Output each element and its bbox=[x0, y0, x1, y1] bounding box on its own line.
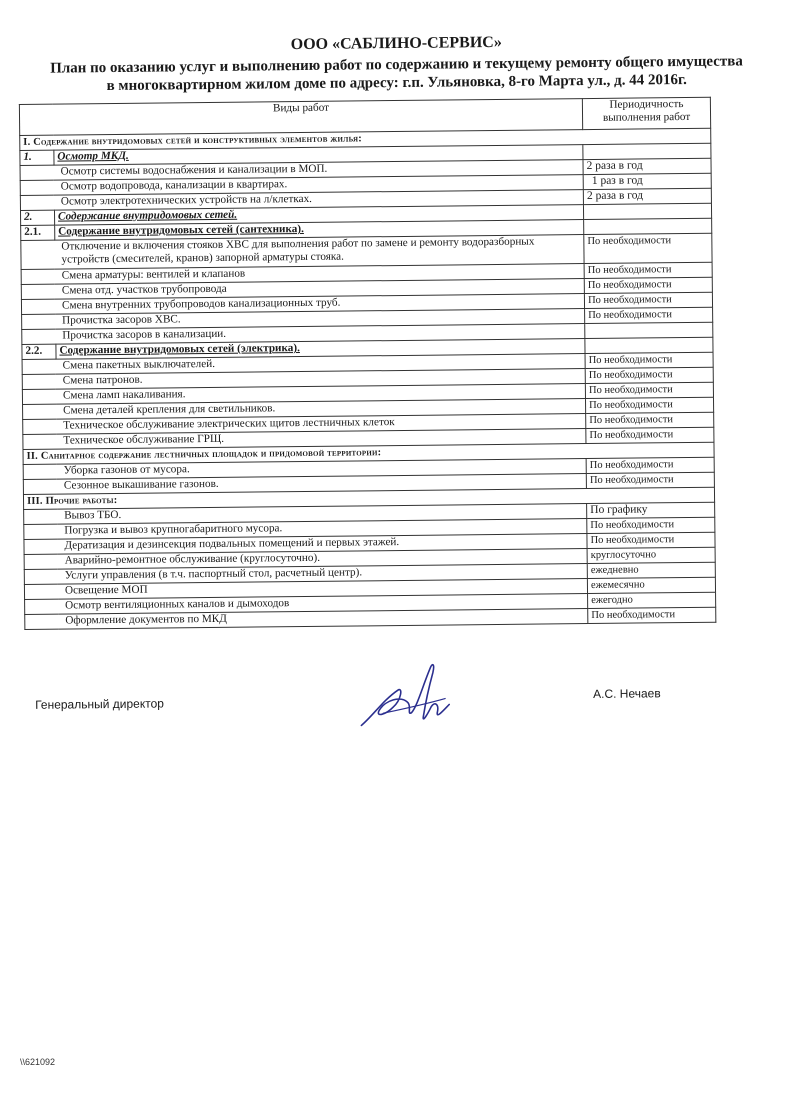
work-frequency: По необходимости bbox=[587, 517, 715, 533]
work-item: Уборка газонов от мусора. bbox=[23, 459, 586, 480]
work-frequency: ежегодно bbox=[588, 592, 716, 608]
company-name: ООО «САБЛИНО-СЕРВИС» bbox=[290, 33, 502, 54]
work-frequency: По необходимости bbox=[587, 532, 715, 548]
work-item: Отключение и включения стояков ХВС для выполнения работ по замене и ремонту водоразборных устройств (смесителей, кранов) запорной арматуры стояка. bbox=[21, 235, 584, 270]
work-item: Смена патронов. bbox=[22, 369, 585, 390]
subsection-title: Содержание внутридомовых сетей. bbox=[54, 205, 583, 226]
subsection-title: Содержание внутридомовых сетей (электрика). bbox=[56, 339, 585, 360]
subsection-number: 2.2. bbox=[22, 344, 56, 359]
section-title-3: III. Прочие работы: bbox=[23, 487, 714, 509]
work-item: Осмотр вентиляционных каналов и дымоходов bbox=[25, 594, 588, 615]
work-item: Осмотр водопровода, канализации в квартирах. bbox=[20, 175, 583, 196]
work-item: Прочистка засоров в канализации. bbox=[22, 324, 585, 345]
work-item: Погрузка и вывоз крупногабаритного мусора. bbox=[24, 519, 587, 540]
work-item: Смена ламп накаливания. bbox=[22, 384, 585, 405]
work-item: Оформление документов по МКД bbox=[25, 609, 588, 630]
work-frequency: ежедневно bbox=[587, 562, 715, 578]
work-frequency: По необходимости bbox=[586, 397, 714, 413]
work-item: Сезонное выкашивание газонов. bbox=[23, 474, 586, 495]
director-title: Генеральный директор bbox=[35, 696, 164, 712]
plan-title: План по оказанию услуг и выполнению работ по содержанию и текущему ремонту общего имущества в многоквартирном жилом доме по адресу: г.п. Ульяновка, 8-го Марта ул., д. 44 2016г. bbox=[50, 53, 743, 95]
document-code: \\621092 bbox=[20, 1057, 56, 1067]
work-frequency: По необходимости bbox=[584, 277, 712, 293]
work-frequency: По необходимости bbox=[586, 412, 714, 428]
section-title-1: I. Содержание внутридомовых сетей и конструктивных элементов жилья: bbox=[20, 128, 711, 150]
work-frequency: 2 раза в год bbox=[583, 188, 711, 204]
work-item: Вывоз ТБО. bbox=[24, 504, 587, 525]
work-frequency: По необходимости bbox=[588, 607, 716, 623]
work-frequency: По необходимости bbox=[585, 367, 713, 383]
document-header bbox=[26, 30, 767, 96]
work-item: Смена деталей крепления для светильников. bbox=[23, 399, 586, 420]
work-item: Смена арматуры: вентилей и клапанов bbox=[21, 264, 584, 285]
work-frequency: По графику bbox=[587, 502, 715, 518]
work-item: Осмотр системы водоснабжения и канализации в МОП. bbox=[20, 160, 583, 181]
work-item: Смена отд. участков трубопровода bbox=[21, 279, 584, 300]
work-item: Прочистка засоров ХВС. bbox=[22, 309, 585, 330]
work-item: Услуги управления (в т.ч. паспортный стол, расчетный центр). bbox=[24, 564, 587, 585]
work-frequency: круглосуточно bbox=[587, 547, 715, 563]
work-frequency: По необходимости bbox=[586, 472, 714, 488]
work-item: Смена внутренних трубопроводов канализационных труб. bbox=[21, 294, 584, 315]
column-header-frequency: Периодичность выполнения работ bbox=[582, 97, 710, 129]
work-item: Смена пакетных выключателей. bbox=[22, 354, 585, 375]
work-frequency bbox=[585, 322, 713, 338]
subsection-number: 1. bbox=[20, 150, 54, 165]
work-frequency: По необходимости bbox=[584, 292, 712, 308]
work-frequency: По необходимости bbox=[586, 427, 714, 443]
subsection-number: 2. bbox=[20, 210, 54, 225]
column-header-work: Виды работ bbox=[19, 99, 582, 136]
work-item: Освещение МОП bbox=[24, 579, 587, 600]
work-item: Дератизация и дезинсекция подвальных помещений и первых этажей. bbox=[24, 534, 587, 555]
work-frequency: По необходимости bbox=[584, 233, 712, 263]
work-frequency: По необходимости bbox=[585, 352, 713, 368]
signature-icon bbox=[353, 654, 464, 735]
works-table bbox=[19, 97, 716, 630]
work-frequency: По необходимости bbox=[585, 382, 713, 398]
work-item: Техническое обслуживание электрических щитов лестничных клеток bbox=[23, 414, 586, 435]
subsection-title: Содержание внутридомовых сетей (сантехника). bbox=[55, 220, 584, 241]
work-frequency: 1 раз в год bbox=[583, 173, 711, 189]
subsection-number: 2.1. bbox=[21, 225, 55, 240]
director-name: А.С. Нечаев bbox=[593, 686, 661, 701]
work-frequency: ежемесячно bbox=[587, 577, 715, 593]
work-item: Аварийно-ремонтное обслуживание (круглосуточно). bbox=[24, 549, 587, 570]
work-frequency: По необходимости bbox=[586, 457, 714, 473]
work-frequency: По необходимости bbox=[585, 307, 713, 323]
work-frequency: 2 раза в год bbox=[583, 158, 711, 174]
work-frequency: По необходимости bbox=[584, 262, 712, 278]
subsection-title: Осмотр МКД. bbox=[54, 145, 583, 166]
work-item: Техническое обслуживание ГРЩ. bbox=[23, 429, 586, 450]
section-title-2: II. Санитарное содержание лестничных площадок и придомовой территории: bbox=[23, 442, 714, 464]
work-item: Осмотр электротехнических устройств на л/клетках. bbox=[20, 190, 583, 211]
